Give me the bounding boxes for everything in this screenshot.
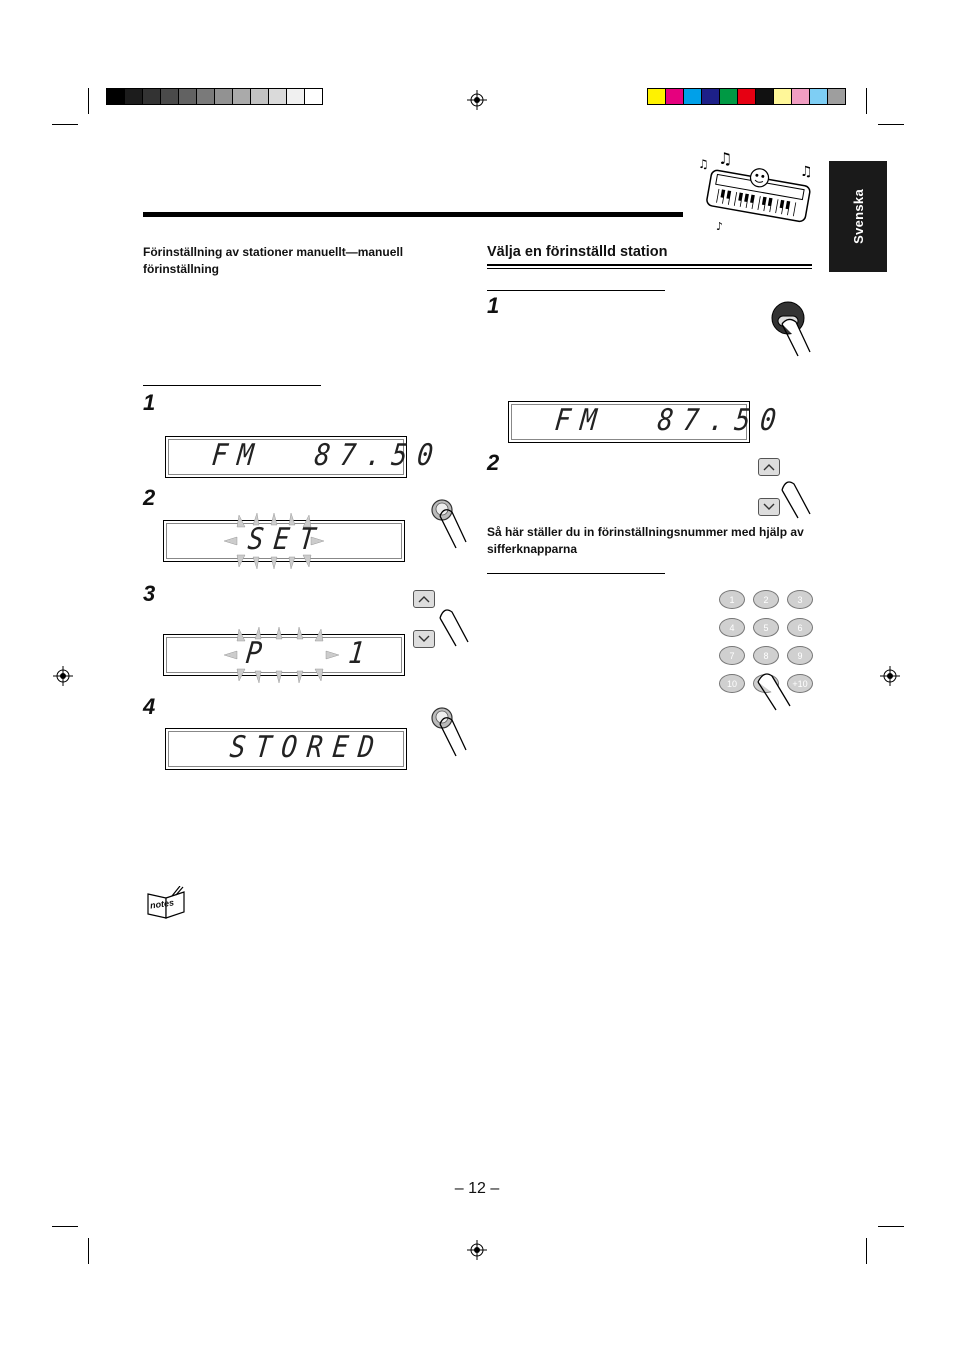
finger-press-icon xyxy=(430,498,470,550)
step-number: 3 xyxy=(143,581,156,606)
calibration-swatch xyxy=(648,89,666,104)
finger-press-icon xyxy=(754,668,794,712)
color-calibration-bar xyxy=(647,88,846,105)
svg-text:♫: ♫ xyxy=(800,164,813,180)
registration-mark-icon xyxy=(467,1240,487,1260)
calibration-swatch xyxy=(287,89,305,104)
lcd-display xyxy=(165,436,445,478)
calibration-swatch xyxy=(756,89,774,104)
number-key[interactable]: 9 xyxy=(787,646,813,665)
step-number: 1 xyxy=(143,390,156,415)
svg-text:♫: ♫ xyxy=(698,157,709,171)
calibration-swatch xyxy=(702,89,720,104)
calibration-swatch xyxy=(233,89,251,104)
divider xyxy=(143,385,321,386)
lcd-display-text: FM 87.50 xyxy=(553,403,788,439)
chevron-up-icon xyxy=(763,463,775,471)
finger-press-icon xyxy=(778,476,814,520)
down-button[interactable] xyxy=(413,630,435,648)
divider xyxy=(487,573,665,574)
calibration-swatch xyxy=(666,89,684,104)
up-button[interactable] xyxy=(413,590,435,608)
up-button[interactable] xyxy=(758,458,780,476)
step-number: 4 xyxy=(143,694,156,719)
calibration-swatch xyxy=(774,89,792,104)
step-number: 2 xyxy=(143,485,156,510)
number-key[interactable]: 2 xyxy=(753,590,779,609)
crop-mark xyxy=(88,1238,89,1264)
lcd-display-text: P 1 xyxy=(244,636,377,672)
language-tab-label: Svenska xyxy=(850,189,866,244)
registration-mark-icon xyxy=(880,666,900,686)
lcd-display-text: SET xyxy=(246,522,327,558)
number-key[interactable]: +10 xyxy=(787,674,813,693)
finger-press-icon xyxy=(436,604,472,648)
lcd-display xyxy=(165,728,407,770)
manual-preset-heading: Förinställning av stationer manuellt—manuell förinställning xyxy=(143,245,404,276)
number-key[interactable]: 8 xyxy=(753,646,779,665)
page-number: – 12 – xyxy=(454,1180,500,1197)
divider xyxy=(487,290,665,291)
step-number: 2 xyxy=(487,450,500,475)
number-key[interactable]: 4 xyxy=(719,618,745,637)
heading-underline xyxy=(487,264,812,269)
chevron-down-icon xyxy=(763,503,775,511)
calibration-swatch xyxy=(143,89,161,104)
numeric-keys-subheading: Så här ställer du in förinställningsnummer med hjälp av sifferknapparna xyxy=(487,525,804,556)
finger-press-icon xyxy=(430,706,470,758)
calibration-swatch xyxy=(161,89,179,104)
crop-mark xyxy=(866,88,867,114)
calibration-swatch xyxy=(828,89,845,104)
step-number: 1 xyxy=(487,293,500,318)
number-key[interactable]: 6 xyxy=(787,618,813,637)
notes-label: notes xyxy=(149,897,175,911)
crop-mark xyxy=(88,88,89,114)
finger-press-icon xyxy=(770,300,814,358)
language-tab xyxy=(829,161,887,272)
crop-mark xyxy=(52,1226,78,1227)
number-key[interactable]: 1 xyxy=(719,590,745,609)
calibration-swatch xyxy=(251,89,269,104)
crop-mark xyxy=(52,124,78,125)
lcd-display xyxy=(163,634,405,676)
chevron-down-icon xyxy=(418,635,430,643)
calibration-swatch xyxy=(197,89,215,104)
lcd-display xyxy=(163,520,405,562)
calibration-swatch xyxy=(107,89,125,104)
lcd-display-text: FM 87.50 xyxy=(210,438,445,474)
calibration-swatch xyxy=(215,89,233,104)
number-key[interactable]: 7 xyxy=(719,646,745,665)
calibration-swatch xyxy=(720,89,738,104)
section-rule xyxy=(143,212,683,217)
calibration-swatch xyxy=(792,89,810,104)
number-key[interactable]: 3 xyxy=(787,590,813,609)
crop-mark xyxy=(878,1226,904,1227)
number-key[interactable]: 5 xyxy=(753,618,779,637)
calibration-swatch xyxy=(684,89,702,104)
number-key[interactable]: 10 xyxy=(719,674,745,693)
registration-mark-icon xyxy=(467,90,487,110)
calibration-swatch xyxy=(269,89,287,104)
crop-mark xyxy=(866,1238,867,1264)
svg-text:♫: ♫ xyxy=(718,149,733,168)
chevron-up-icon xyxy=(418,595,430,603)
calibration-swatch xyxy=(738,89,756,104)
lcd-display-text: STORED xyxy=(228,730,386,766)
grayscale-calibration-bar xyxy=(106,88,323,105)
crop-mark xyxy=(878,124,904,125)
calibration-swatch xyxy=(125,89,143,104)
calibration-swatch xyxy=(179,89,197,104)
lcd-display xyxy=(508,401,788,443)
calibration-swatch xyxy=(810,89,828,104)
registration-mark-icon xyxy=(53,666,73,686)
select-preset-heading: Välja en förinställd station xyxy=(487,244,668,260)
svg-text:♪: ♪ xyxy=(716,220,724,233)
down-button[interactable] xyxy=(758,498,780,516)
calibration-swatch xyxy=(305,89,322,104)
keyboard-illustration-icon xyxy=(696,148,822,234)
notes-icon xyxy=(146,886,188,920)
